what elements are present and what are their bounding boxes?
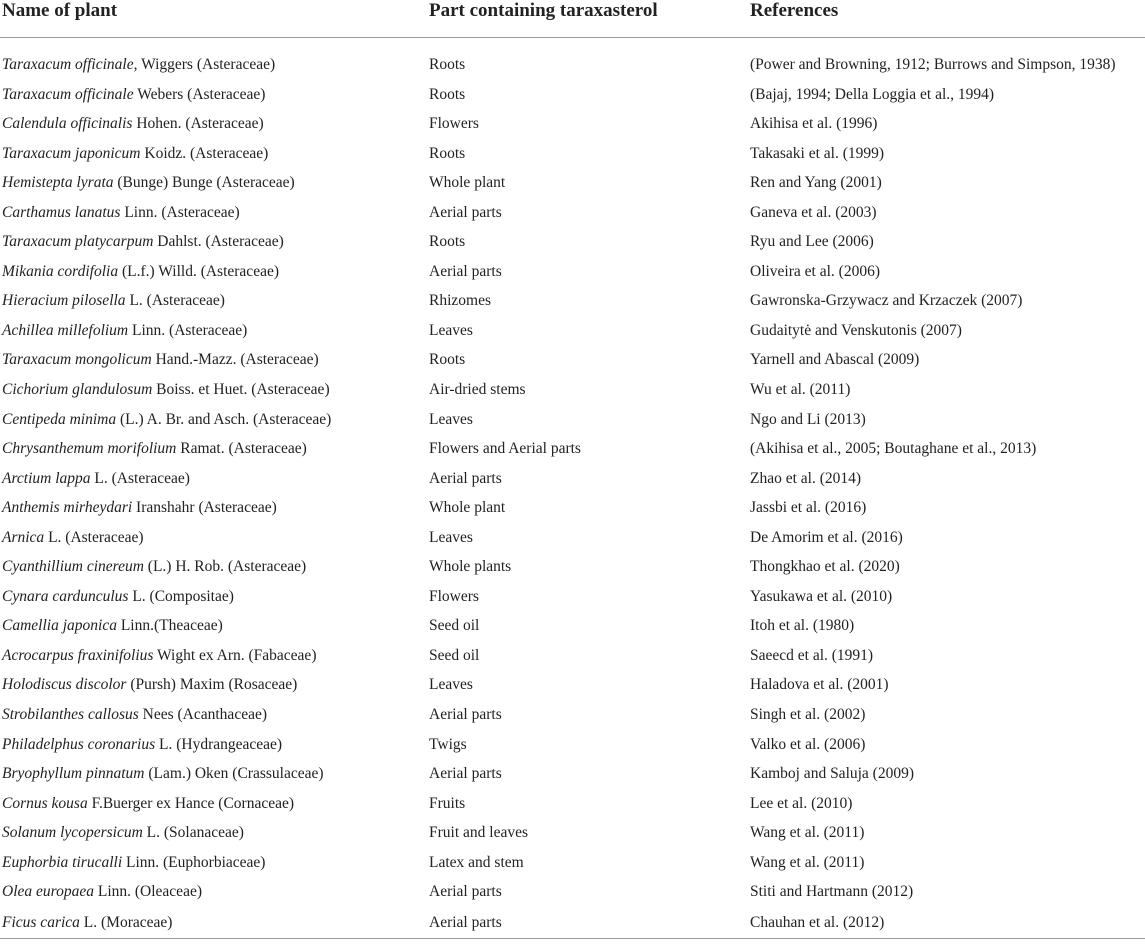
plant-species: Anthemis mirheydari (2, 499, 133, 517)
plant-species: Ficus carica (2, 913, 80, 931)
plant-authority: L. (Hydrangeaceae) (155, 735, 283, 753)
plant-authority: Hohen. (Asteraceae) (132, 115, 264, 133)
plant-part-cell: Leaves (429, 528, 473, 546)
table-row (0, 38, 1145, 80)
reference-cell: Zhao et al. (2014) (750, 469, 862, 487)
table-row (0, 523, 1145, 553)
plant-name-cell (0, 670, 427, 700)
table-row (0, 434, 1145, 464)
plant-species: Centipeda minima (2, 410, 117, 428)
plant-authority: (L.) H. Rob. (Asteraceae) (143, 558, 307, 576)
plant-authority: (Lam.) Oken (Crassulaceae) (144, 765, 324, 783)
plant-part-cell: Leaves (429, 676, 473, 694)
plant-part-cell: Aerial parts (429, 203, 502, 221)
reference-cell: Oliveira et al. (2006) (750, 262, 880, 280)
plant-part-cell: Seed oil (429, 617, 480, 635)
reference-cell: (Bajaj, 1994; Della Loggia et al., 1994) (750, 85, 995, 103)
plant-species: Holodiscus discolor (2, 676, 127, 694)
plant-part-cell: Whole plant (429, 499, 506, 517)
plant-name-cell (0, 38, 427, 80)
table-row (0, 759, 1145, 789)
plant-name-cell (0, 789, 427, 819)
plant-part-cell: Air-dried stems (429, 380, 526, 398)
plant-name-cell (0, 168, 427, 198)
reference-cell: Ngo and Li (2013) (750, 410, 866, 428)
header-references: References (748, 0, 1145, 38)
plant-species: Euphorbia tirucalli (2, 853, 123, 871)
reference-cell: Singh et al. (2002) (750, 706, 866, 723)
plant-part-cell: Flowers (429, 115, 479, 133)
plant-authority: (L.f.) Willd. (Asteraceae) (118, 262, 279, 280)
plant-species: Chrysanthemum morifolium (2, 440, 177, 458)
plant-authority: (Bunge) Bunge (Asteraceae) (113, 174, 295, 192)
table-row (0, 700, 1145, 730)
table-row (0, 848, 1145, 878)
table-row (0, 818, 1145, 848)
plant-authority: Linn.(Theaceae) (116, 617, 223, 635)
reference-cell: Saeecd et al. (1991) (750, 646, 874, 664)
plant-authority: , Wiggers (Asteraceae) (133, 56, 276, 73)
plant-authority: F.Buerger ex Hance (Cornaceae) (87, 794, 295, 812)
plant-species: Philadelphus coronarius (2, 735, 156, 753)
plant-part-cell: Aerial parts (429, 262, 502, 280)
plant-species: Achillea millefolium (2, 321, 129, 339)
table-row (0, 464, 1145, 494)
plant-name-cell (0, 582, 427, 612)
plant-species: Cyanthillium cinereum (2, 558, 144, 576)
plant-authority: Nees (Acanthaceae) (138, 706, 267, 723)
plant-authority: Ramat. (Asteraceae) (176, 440, 307, 458)
table-row (0, 789, 1145, 819)
plant-name-cell (0, 552, 427, 582)
plant-part-cell: Aerial parts (429, 883, 502, 901)
reference-cell: Itoh et al. (1980) (750, 617, 855, 635)
plant-authority: Koidz. (Asteraceae) (140, 144, 269, 162)
plant-authority: L. (Solanaceae) (142, 824, 244, 842)
plant-name-cell (0, 405, 427, 435)
plant-name-cell (0, 109, 427, 139)
reference-cell: Yarnell and Abascal (2009) (750, 351, 920, 369)
reference-cell: Chauhan et al. (2012) (748, 907, 1145, 939)
plant-part-cell: Roots (429, 233, 466, 251)
plant-part-cell: Leaves (429, 410, 473, 428)
plant-part-cell: Aerial parts (429, 765, 502, 783)
plant-name-cell (0, 848, 427, 878)
plant-part-cell: Aerial parts (429, 469, 502, 487)
plant-name-cell (0, 700, 427, 730)
plant-authority: Webers (Asteraceae) (133, 85, 266, 103)
plant-name-cell (0, 877, 427, 907)
plant-species: Cynara cardunculus (2, 587, 129, 605)
reference-cell: (Power and Browning, 1912; Burrows and Simpson, 1938) (750, 56, 1116, 73)
plant-species: Taraxacum japonicum (2, 144, 141, 162)
plant-species: Cichorium glandulosum (2, 380, 153, 398)
plant-species: Hemistepta lyrata (2, 174, 114, 192)
plant-species: Hieracium pilosella (2, 292, 126, 310)
plant-part-cell: Leaves (429, 321, 473, 339)
table-row (0, 109, 1145, 139)
plant-name-cell (0, 493, 427, 523)
plant-authority: L. (Asteraceae) (90, 469, 190, 487)
table-row (0, 641, 1145, 671)
plant-authority: Hand.-Mazz. (Asteraceae) (151, 351, 319, 369)
plant-species: Solanum lycopersicum (2, 824, 143, 842)
plant-authority: (L.) A. Br. and Asch. (Asteraceae) (116, 410, 332, 428)
table-row (0, 345, 1145, 375)
plant-part-cell: Latex and stem (429, 853, 524, 871)
plant-part-cell: Fruits (429, 794, 466, 812)
table-row (0, 139, 1145, 169)
plant-species: Taraxacum platycarpum (2, 233, 154, 251)
reference-cell: Wu et al. (2011) (750, 380, 851, 398)
plant-species: Olea europaea (2, 883, 94, 901)
plant-name-cell (0, 139, 427, 169)
plant-part-cell: Flowers and Aerial parts (429, 440, 581, 458)
table-row (0, 80, 1145, 110)
plant-authority: L. (Moraceae) (79, 913, 173, 931)
table-row (0, 552, 1145, 582)
reference-cell: Wang et al. (2011) (750, 824, 865, 842)
reference-cell: De Amorim et al. (2016) (750, 528, 903, 546)
plant-authority: L. (Asteraceae) (125, 292, 225, 310)
plant-species: Cornus kousa (2, 794, 88, 812)
plant-authority: Boiss. et Huet. (Asteraceae) (152, 380, 330, 398)
plant-part-cell: Seed oil (429, 646, 480, 664)
plant-authority: Linn. (Oleaceae) (93, 883, 202, 901)
plant-authority: Linn. (Asteraceae) (128, 321, 248, 339)
reference-cell: Gawronska-Grzywacz and Krzaczek (2007) (750, 292, 1023, 310)
reference-cell: Kamboj and Saluja (2009) (750, 765, 915, 783)
plant-name-cell (0, 286, 427, 316)
reference-cell: Akihisa et al. (1996) (750, 115, 878, 133)
plant-name-cell (0, 375, 427, 405)
table-body (0, 38, 1145, 939)
plant-species: Taraxacum officinale (2, 85, 134, 103)
table-row (0, 730, 1145, 760)
plant-part-cell: Flowers (429, 587, 479, 605)
reference-cell: Takasaki et al. (1999) (750, 144, 885, 162)
plant-species: Calendula officinalis (2, 115, 133, 133)
plant-part-cell: Fruit and leaves (429, 824, 529, 842)
plant-part-cell: Rhizomes (429, 292, 491, 310)
reference-cell: Valko et al. (2006) (750, 735, 866, 753)
plant-species: Arctium lappa (2, 469, 91, 487)
plant-name-cell (0, 257, 427, 287)
plant-authority: Wight ex Arn. (Fabaceae) (153, 646, 317, 664)
plant-species: Camellia japonica (2, 617, 117, 635)
plant-authority: Iranshahr (Asteraceae) (132, 499, 277, 517)
plant-species: Carthamus lanatus (2, 203, 121, 221)
plant-name-cell (0, 611, 427, 641)
table-row (0, 198, 1145, 228)
plant-name-cell (0, 80, 427, 110)
table-row (0, 375, 1145, 405)
plant-authority: L. (Compositae) (128, 587, 234, 605)
table-row (0, 168, 1145, 198)
plant-name-cell (0, 464, 427, 494)
table-row (0, 907, 1145, 939)
plant-species: Taraxacum officinale (2, 56, 134, 73)
plant-name-cell (0, 198, 427, 228)
plant-authority: (Pursh) Maxim (Rosaceae) (126, 676, 298, 694)
reference-cell: Lee et al. (2010) (750, 794, 853, 812)
table-row (0, 227, 1145, 257)
plant-part-cell: Aerial parts (429, 706, 502, 723)
plant-name-cell (0, 818, 427, 848)
reference-cell: Wang et al. (2011) (750, 853, 865, 871)
plant-part-cell: Roots (429, 144, 466, 162)
plant-name-cell (0, 523, 427, 553)
table-row (0, 877, 1145, 907)
plant-name-cell (0, 641, 427, 671)
table-row (0, 257, 1145, 287)
plant-authority: Dahlst. (Asteraceae) (153, 233, 284, 251)
plant-species: Taraxacum mongolicum (2, 351, 152, 369)
plant-species: Acrocarpus fraxinifolius (2, 646, 154, 664)
reference-cell: Ganeva et al. (2003) (750, 203, 877, 221)
plant-authority: Linn. (Asteraceae) (120, 203, 240, 221)
plant-part-cell: Roots (429, 85, 466, 103)
reference-cell: Yasukawa et al. (2010) (750, 587, 893, 605)
plant-species: Strobilanthes callosus (2, 706, 139, 723)
reference-cell: Ryu and Lee (2006) (750, 233, 874, 251)
reference-cell: Stiti and Hartmann (2012) (750, 883, 914, 901)
plant-part-cell: Aerial parts (427, 907, 748, 939)
reference-cell: Haladova et al. (2001) (750, 676, 889, 694)
plant-name-cell (0, 316, 427, 346)
reference-cell: Gudaitytė and Venskutonis (2007) (750, 321, 962, 339)
table-row (0, 493, 1145, 523)
table-row (0, 611, 1145, 641)
table-row (0, 405, 1145, 435)
plant-part-cell: Roots (429, 351, 466, 369)
plant-authority: Linn. (Euphorbiaceae) (122, 853, 266, 871)
header-part: Part containing taraxasterol (427, 0, 748, 38)
plant-species: Bryophyllum pinnatum (2, 765, 145, 783)
table-row (0, 286, 1145, 316)
plant-name-cell (0, 759, 427, 789)
plant-name-cell (0, 730, 427, 760)
plant-part-cell: Roots (429, 56, 466, 73)
table-row (0, 670, 1145, 700)
table-row (0, 582, 1145, 612)
reference-cell: Jassbi et al. (2016) (750, 499, 867, 517)
plant-species: Arnica (2, 528, 45, 546)
plant-part-cell: Twigs (429, 735, 467, 753)
table-header (0, 0, 1145, 38)
header-name-of-plant: Name of plant (0, 0, 427, 38)
reference-cell: Ren and Yang (2001) (750, 174, 882, 192)
plant-name-cell (0, 227, 427, 257)
plant-name-cell (0, 907, 427, 939)
reference-cell: Thongkhao et al. (2020) (750, 558, 900, 576)
header-row (0, 0, 1145, 38)
plant-authority: L. (Asteraceae) (44, 528, 144, 546)
plant-name-cell (0, 345, 427, 375)
plant-species: Mikania cordifolia (2, 262, 119, 280)
plant-part-cell: Whole plant (429, 174, 506, 192)
reference-cell: (Akihisa et al., 2005; Boutaghane et al., 2013) (750, 440, 1037, 458)
table-row (0, 316, 1145, 346)
plant-name-cell (0, 434, 427, 464)
plant-part-cell: Whole plants (429, 558, 512, 576)
